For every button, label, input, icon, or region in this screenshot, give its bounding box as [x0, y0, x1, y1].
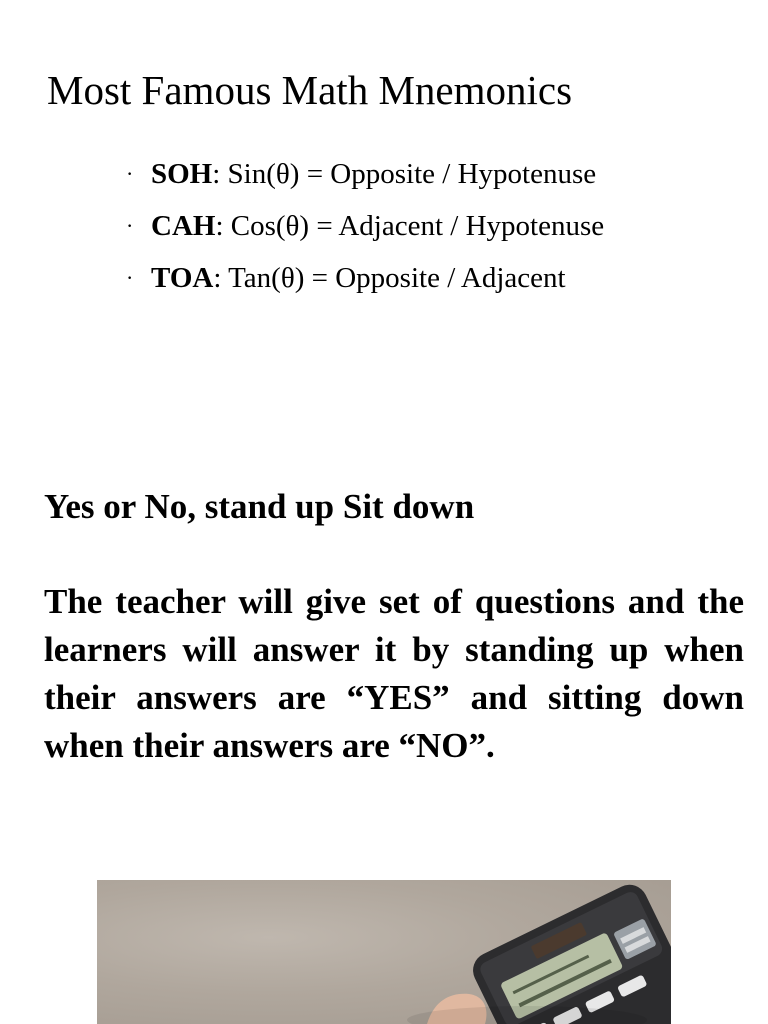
list-item	[126, 200, 604, 252]
mnemonic-term: SOH	[151, 158, 213, 190]
bullet-icon: ·	[126, 213, 134, 238]
activity-instructions: The teacher will give set of questions and the learners will answer it by standing up when their answers are “YES” and sitting down when their answers are “NO”.	[44, 582, 744, 765]
mnemonic-definition: : Sin(θ) = Opposite / Hypotenuse	[212, 158, 597, 190]
mnemonic-term: TOA	[151, 262, 214, 294]
bullet-icon: ·	[126, 161, 134, 186]
calculator-photo	[97, 880, 671, 1024]
list-item	[126, 148, 604, 200]
mnemonic-list	[126, 148, 604, 304]
slide-title: Most Famous Math Mnemonics	[47, 67, 573, 113]
mnemonic-definition: : Tan(θ) = Opposite / Adjacent	[213, 262, 566, 294]
list-item	[126, 252, 604, 304]
calculator-icon	[97, 880, 671, 1024]
mnemonic-term: CAH	[151, 210, 216, 242]
bullet-icon: ·	[126, 265, 134, 290]
activity-title: Yes or No, stand up Sit down	[44, 487, 475, 526]
mnemonic-definition: : Cos(θ) = Adjacent / Hypotenuse	[215, 210, 605, 242]
